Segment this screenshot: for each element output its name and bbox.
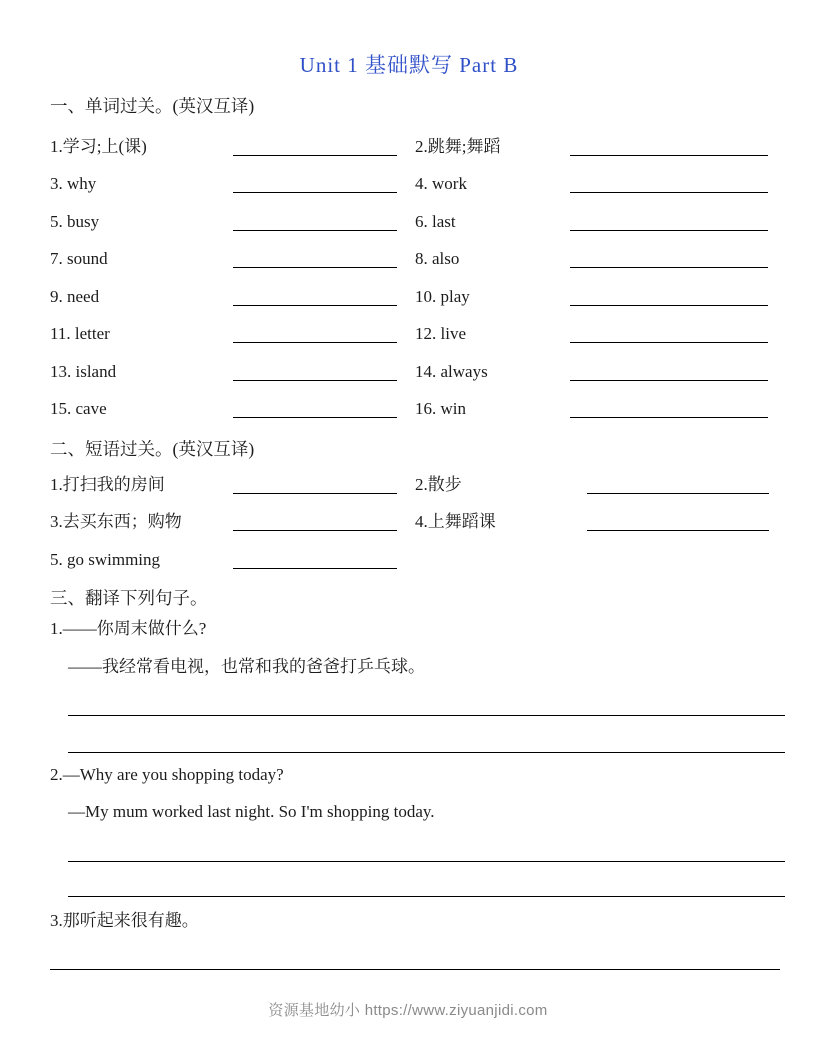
answer-blank[interactable] bbox=[233, 155, 397, 156]
answer-blank[interactable] bbox=[233, 230, 397, 231]
word-item: 15. cave bbox=[50, 399, 107, 418]
phrase-item: 4.上舞蹈课 bbox=[415, 512, 496, 531]
answer-blank[interactable] bbox=[233, 417, 397, 418]
footer-credit: 资源基地幼小 https://www.ziyuanjidi.com bbox=[268, 1002, 548, 1019]
answer-blank[interactable] bbox=[570, 230, 768, 231]
answer-blank[interactable] bbox=[233, 342, 397, 343]
word-item: 10. play bbox=[415, 286, 470, 306]
answer-blank[interactable] bbox=[233, 380, 397, 381]
word-item: 1.学习;上(课) bbox=[50, 136, 147, 156]
answer-blank[interactable] bbox=[570, 192, 768, 193]
word-item: 9. need bbox=[50, 286, 100, 306]
word-item: 14. always bbox=[415, 361, 488, 381]
answer-line[interactable] bbox=[50, 969, 780, 970]
word-item: 3. why bbox=[50, 174, 97, 193]
sentence-line: —My mum worked last night. So I'm shopping today. bbox=[68, 801, 435, 821]
phrase-item: 3.去买东西；购物 bbox=[50, 512, 182, 531]
answer-blank[interactable] bbox=[570, 155, 768, 156]
answer-blank[interactable] bbox=[233, 568, 397, 569]
answer-blank[interactable] bbox=[587, 493, 769, 494]
sentence-line: ——我经常看电视，也常和我的爸爸打乒乓球。 bbox=[68, 656, 425, 676]
phrase-item: 5. go swimming bbox=[50, 549, 161, 569]
answer-blank[interactable] bbox=[570, 342, 768, 343]
phrase-item: 1.打扫我的房间 bbox=[50, 474, 165, 494]
word-item: 7. sound bbox=[50, 249, 108, 268]
word-item: 12. live bbox=[415, 324, 466, 343]
answer-blank[interactable] bbox=[233, 192, 397, 193]
section-phrases-header: 二、短语过关。(英汉互译) bbox=[50, 439, 255, 459]
answer-blank[interactable] bbox=[233, 493, 397, 494]
word-item: 16. win bbox=[415, 399, 466, 418]
sentence-line: 1.——你周末做什么? bbox=[50, 618, 207, 638]
answer-blank[interactable] bbox=[570, 305, 768, 306]
word-item: 8. also bbox=[415, 249, 460, 268]
answer-blank[interactable] bbox=[587, 530, 769, 531]
word-item: 6. last bbox=[415, 211, 456, 231]
answer-line[interactable] bbox=[68, 896, 785, 897]
answer-blank[interactable] bbox=[570, 380, 768, 381]
phrase-translation-grid bbox=[50, 462, 768, 575]
section-sentences-header: 三、翻译下列句子。 bbox=[50, 587, 208, 608]
sentence-line: 3.那听起来很有趣。 bbox=[50, 910, 199, 930]
word-item: 11. letter bbox=[50, 324, 110, 343]
answer-blank[interactable] bbox=[570, 417, 768, 418]
page-title: Unit 1 基础默写 Part B bbox=[299, 53, 519, 77]
answer-blank[interactable] bbox=[233, 305, 397, 306]
word-translation-grid bbox=[50, 124, 768, 424]
word-item: 5. busy bbox=[50, 211, 100, 231]
word-item: 13. island bbox=[50, 361, 117, 381]
section-sentences bbox=[50, 585, 768, 970]
sentence-line: 2.—Why are you shopping today? bbox=[50, 764, 284, 784]
word-item: 4. work bbox=[415, 174, 467, 193]
answer-blank[interactable] bbox=[233, 530, 397, 531]
phrase-item: 2.散步 bbox=[415, 474, 462, 494]
answer-blank[interactable] bbox=[233, 267, 397, 268]
answer-line[interactable] bbox=[68, 752, 785, 753]
answer-blank[interactable] bbox=[570, 267, 768, 268]
word-item: 2.跳舞;舞蹈 bbox=[415, 136, 501, 156]
answer-line[interactable] bbox=[68, 715, 785, 716]
section-words-header: 一、单词过关。(英汉互译) bbox=[50, 96, 255, 116]
answer-line[interactable] bbox=[68, 861, 785, 862]
